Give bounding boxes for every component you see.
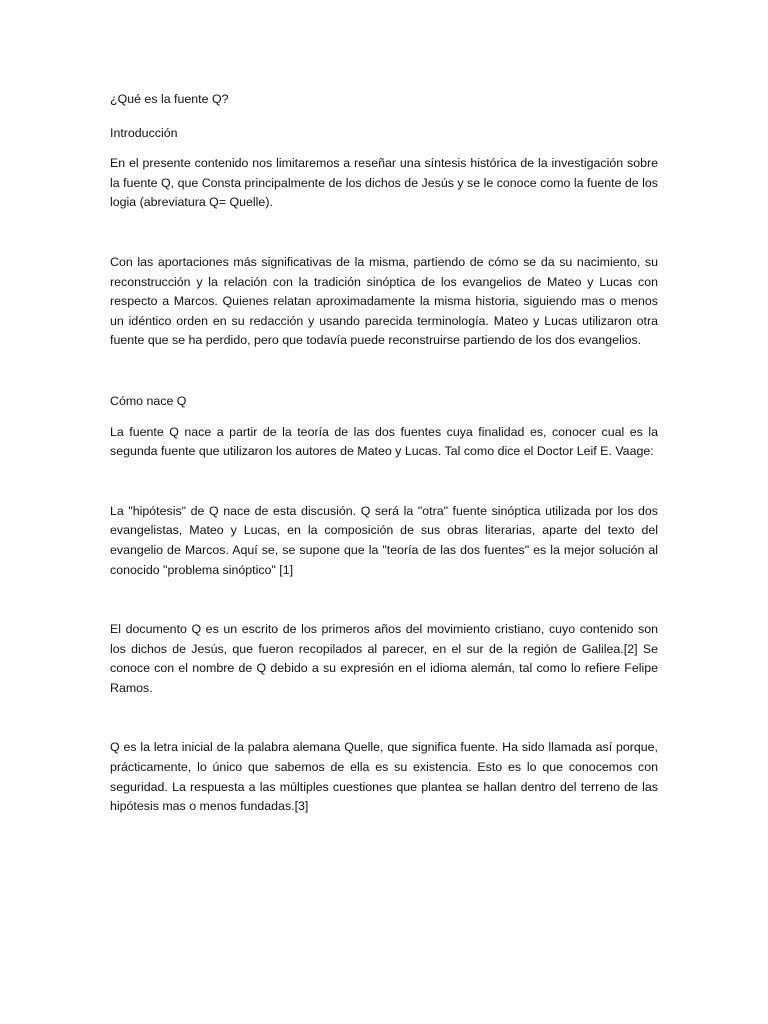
section-heading-como-nace-q: Cómo nace Q: [110, 393, 187, 408]
document-page: [110, 90, 658, 817]
intro-heading: Introducción: [110, 125, 178, 140]
paragraph-hipotesis-quote: La "hipótesis" de Q nace de esta discusión. Q será la "otra" fuente sinóptica utilizada por los dos evangelistas, Mateo y Lucas, en la composición de sus obras literarias, aparte del texto del evangelio de Marcos. Aquí se, se supone que la "teoría de las dos fuentes" es la mejor solución al conocido "problema sinóptico" [1]: [110, 503, 658, 577]
paragraph-aportaciones: Con las aportaciones más significativas de la misma, partiendo de cómo se da su nacimiento, su reconstrucción y la relación con la tradición sinóptica de los evangelios de Mateo y Lucas con respecto a Marcos. Quienes relatan aproximadamente la misma historia, siguiendo mas o menos un idéntico orden en su redacción y usando parecida terminología. Mateo y Lucas utilizaron otra fuente que se ha perdido, pero que todavía puede reconstruirse partiendo de los dos evangelios.: [110, 254, 658, 348]
paragraph-documento-q: El documento Q es un escrito de los primeros años del movimiento cristiano, cuyo contenido son los dichos de Jesús, que fueron recopilados al parecer, en el sur de la región de Galilea.[2] Se conoce con el nombre de Q debido a su expresión en el idioma alemán, tal como lo refiere Felipe Ramos.: [110, 622, 658, 695]
paragraph-intro: En el presente contenido nos limitaremos a reseñar una síntesis histórica de la investigación sobre la fuente Q, que Consta principalmente de los dichos de Jesús y se le conoce como la fuente de los logia (abreviatura Q= Quelle).: [110, 156, 658, 210]
paragraph-fuente-q-nace: La fuente Q nace a partir de la teoría de las dos fuentes cuya finalidad es, conocer cual es la segunda fuente que utilizaron los autores de Mateo y Lucas. Tal como dice el Doctor Leif E. Vaage:: [110, 424, 658, 459]
paragraph-quelle: Q es la letra inicial de la palabra alemana Quelle, que significa fuente. Ha sido llamada así porque, prácticamente, lo único que sabemos de ella es su existencia. Esto es lo que conocemos con seguridad. La respuesta a las múltiples cuestiones que plantea se hallan dentro del terreno de las hipótesis mas o menos fundadas.[3]: [110, 740, 658, 814]
document-title: ¿Qué es la fuente Q?: [110, 92, 229, 106]
